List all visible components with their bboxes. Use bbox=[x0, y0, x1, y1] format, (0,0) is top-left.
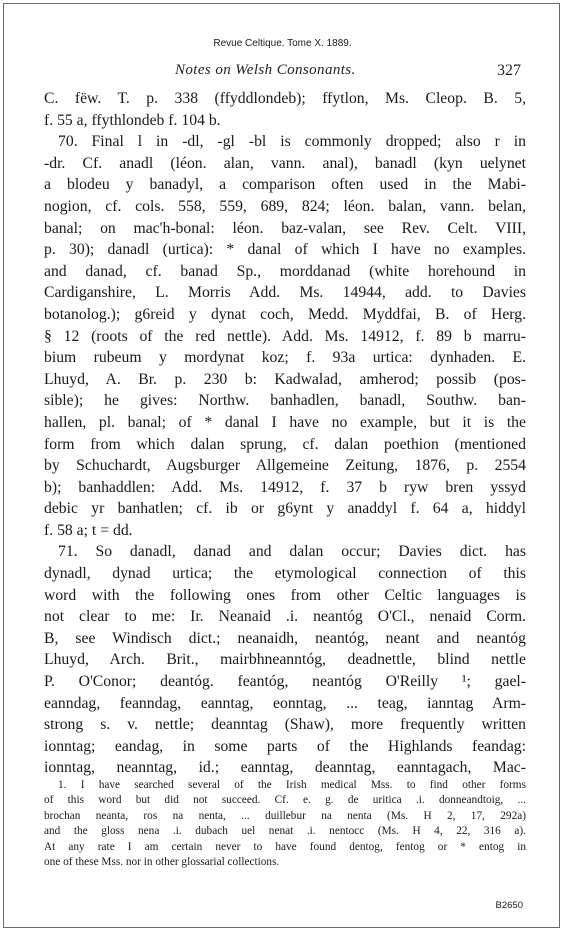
body-line: p. 30); danadl (urtica): * danal of which I have no examples. bbox=[44, 241, 526, 259]
body-line: dynadl, dynad urtica; the etymological connection of this bbox=[44, 565, 526, 583]
body-line: ionntag; eandag, in some parts of the Highlands feandag: bbox=[44, 737, 526, 755]
journal-reference: Revue Celtique. Tome X. 1889. bbox=[213, 38, 352, 49]
page-number: 327 bbox=[497, 62, 521, 79]
footnote-line: brochan neanta, ros na nenta, ... duillebur na nenta (Ms. H 2, 17, 292a) bbox=[44, 809, 526, 822]
body-line: B, see Windisch dict.; neanaidh, neantóg, neant and neantóg bbox=[44, 629, 526, 647]
body-line: eanndag, feanndag, eanntag, eonntag, ... teag, ianntag Arm- bbox=[44, 694, 526, 712]
body-line: P. O'Conor; deantóg. feantóg, neantóg O'Reilly ¹; gael- bbox=[44, 673, 526, 691]
body-line: banal; on mac'h-bonal: léon. baz-valan, see Rev. Celt. VIII, bbox=[44, 219, 526, 237]
body-line: Lhuyd, A. Br. p. 230 b: Kadwalad, amherod; possib (pos- bbox=[44, 370, 526, 388]
body-line: botanolog.); g6reid y dynat coch, Medd. Myddfai, B. of Herg. bbox=[44, 305, 526, 323]
body-text bbox=[44, 88, 526, 779]
body-line: C. fëw. T. p. 338 (ffyddlondeb); ffytlon, Ms. Cleop. B. 5, bbox=[44, 90, 526, 107]
body-line: hallen, pl. banal; of * danal I have no example, but it is the bbox=[44, 413, 526, 431]
body-line: debic yr banhatlen; cf. ib or g6ynt y anaddyl f. 64 a, hiddyl bbox=[44, 500, 526, 518]
body-line: not clear to me: Ir. Neanaid .i. neantóg O'Cl., nenaid Corm. bbox=[44, 608, 526, 626]
body-line: f. 58 a; t = dd. bbox=[44, 521, 133, 539]
body-line: word with the following ones from other Celtic languages is bbox=[44, 586, 526, 604]
paragraph-71-start: 71. So danadl, danad and dalan occur; Davies dict. has bbox=[58, 543, 526, 561]
body-line: f. 55 a, ffythlondeb f. 104 b. bbox=[44, 111, 221, 129]
body-line: form from which dalan sprung, cf. dalan poethion (mentioned bbox=[44, 435, 526, 453]
footnote-line: and the gloss nena .i. dubach uel nenat .i. nentocc (Ms. H 4, 22, 316 a). bbox=[44, 825, 526, 838]
body-line: a blodeu y banadyl, a comparison often used in the Mabi- bbox=[44, 176, 526, 194]
running-head: Notes on Welsh Consonants. bbox=[175, 62, 356, 78]
body-line: b); banhaddlen: Add. Ms. 14912, f. 37 b ryw bren yssyd bbox=[44, 478, 526, 496]
footnote-line: 1. I have searched several of the Irish medical Mss. to find other forms bbox=[58, 779, 526, 791]
body-line: ionntag, neanntag, id.; eanntag, deanntag, eanntagach, Mac- bbox=[44, 759, 526, 777]
body-line: and danad, cf. banad Sp., morddanad (white horehound in bbox=[44, 262, 526, 280]
paragraph-70-start: 70. Final l in -dl, -gl -bl is commonly dropped; also r in bbox=[58, 133, 526, 151]
footnote-line: one of these Mss. nor in other glossarial collections. bbox=[44, 855, 280, 868]
shelfmark: B2650 bbox=[495, 900, 523, 911]
body-line: strong s. v. nettle; deanntag (Shaw), more frequently written bbox=[44, 716, 526, 734]
body-line: § 12 (roots of the red nettle). Add. Ms. 14912, f. 89 b marru- bbox=[44, 327, 526, 345]
body-line: bium rubeum y mordynat koz; f. 93a urtica: dynhaden. E. bbox=[44, 349, 526, 367]
body-line: Lhuyd, Arch. Brit., mairbhneanntóg, deadnettle, blind nettle bbox=[44, 651, 526, 669]
footnote-line: At any rate I am certain never to have found dentog, fentog or * entog in bbox=[44, 840, 526, 853]
footnotes bbox=[44, 778, 526, 870]
body-line: Cardiganshire, L. Morris Add. Ms. 14944, add. to Davies bbox=[44, 284, 526, 302]
body-line: by Schuchardt, Augsburger Allgemeine Zeitung, 1876, p. 2554 bbox=[44, 457, 526, 475]
body-line: nogion, cf. cols. 558, 559, 689, 824; léon. balan, vann. belan, bbox=[44, 197, 526, 215]
body-line: -dr. Cf. anadl (léon. alan, vann. anal), banadl (kyn uelynet bbox=[44, 154, 526, 172]
footnote-line: of this word but did not succeed. Cf. e. g. de uritica .i. donneandtoig, ... bbox=[44, 794, 526, 807]
body-line: sible); he gives: Northw. banhadlen, banadl, Southw. ban- bbox=[44, 392, 526, 410]
